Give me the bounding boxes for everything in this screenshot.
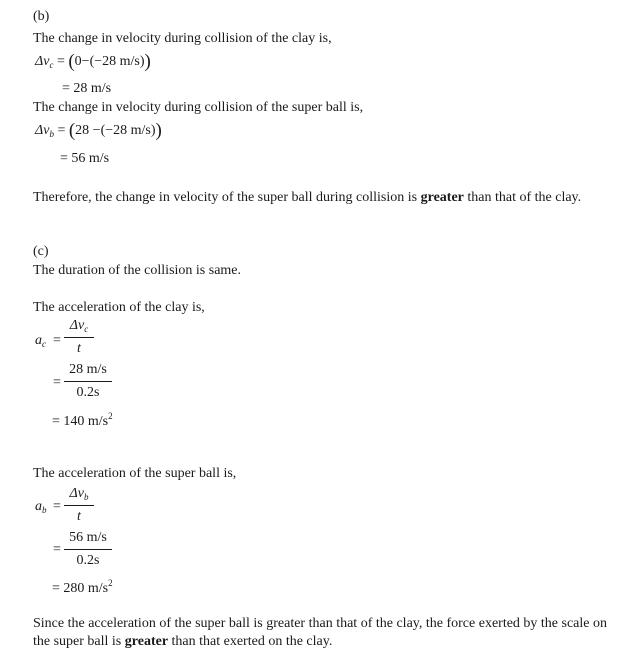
- equals-sign: =: [53, 375, 61, 390]
- part-b-label: (b): [33, 9, 50, 24]
- equals-sign: =: [53, 499, 61, 514]
- duration-statement: The duration of the collision is same.: [33, 263, 242, 278]
- subscript-c: c: [42, 339, 46, 349]
- equals-sign: =: [53, 333, 61, 348]
- conclusion-emphasis: greater: [420, 190, 464, 205]
- delta-v-symbol: Δv: [69, 318, 85, 333]
- conclusion-text: Since the acceleration of the super ball is greater than that of the clay, the force exerted by the scale on the super ball is: [33, 616, 607, 649]
- subscript-b: b: [49, 129, 54, 139]
- superscript: 2: [108, 578, 113, 588]
- force-conclusion: [33, 615, 608, 651]
- clay-velocity-expression: 0−(−28 m/s): [74, 54, 145, 69]
- result-value: = 280 m/s: [52, 581, 109, 596]
- fraction-numerator: 56 m/s: [69, 530, 107, 545]
- a-symbol: a: [35, 499, 42, 514]
- ball-acceleration-values: [64, 530, 112, 569]
- conclusion-text: Therefore, the change in velocity of the super ball during collision is: [33, 190, 418, 205]
- ball-acceleration-fraction: [64, 486, 94, 525]
- subscript-b: b: [83, 492, 89, 502]
- clay-acceleration-symbol: [35, 334, 46, 349]
- fraction-numerator: [64, 318, 94, 334]
- fraction-bar: [64, 505, 94, 506]
- subscript-c: c: [49, 60, 54, 70]
- fraction-bar: [64, 337, 94, 338]
- clay-velocity-intro: The change in velocity during collision of the clay is,: [33, 31, 332, 46]
- equals-sign: =: [56, 54, 69, 69]
- conclusion-text-end: than that exerted on the clay.: [171, 634, 333, 649]
- clay-acceleration-intro: The acceleration of the clay is,: [33, 300, 205, 315]
- ball-velocity-intro: The change in velocity during collision of the super ball is,: [33, 100, 364, 115]
- result-value: = 140 m/s: [52, 414, 109, 429]
- fraction-denominator: 0.2s: [76, 385, 100, 400]
- delta-v-symbol: Δv: [35, 54, 50, 69]
- delta-v-symbol: Δv: [35, 123, 50, 138]
- fraction-bar: [64, 381, 112, 382]
- fraction-numerator: [64, 486, 94, 502]
- clay-velocity-equation: [35, 50, 151, 70]
- paren-close: ): [155, 120, 162, 141]
- conclusion-emphasis: greater: [124, 634, 169, 649]
- equals-sign: =: [57, 123, 69, 138]
- conclusion-text-end: than that of the clay.: [467, 190, 582, 205]
- paren-open: (: [68, 120, 76, 141]
- part-c-label: (c): [33, 244, 49, 259]
- ball-velocity-equation: [35, 119, 162, 139]
- fraction-denominator: t: [77, 341, 81, 356]
- velocity-conclusion: [33, 189, 608, 207]
- delta-v-symbol: Δv: [69, 486, 84, 501]
- fraction-denominator: 0.2s: [76, 553, 100, 568]
- ball-acceleration-intro: The acceleration of the super ball is,: [33, 466, 237, 481]
- ball-velocity-expression: 28 −(−28 m/s): [75, 123, 156, 138]
- superscript: 2: [108, 411, 113, 421]
- ball-acceleration-symbol: [35, 500, 47, 515]
- fraction-numerator: 28 m/s: [69, 362, 107, 377]
- clay-acceleration-result: [52, 412, 113, 429]
- paren-close: ): [144, 51, 151, 72]
- subscript-b: b: [42, 505, 47, 515]
- clay-velocity-result: = 28 m/s: [62, 81, 112, 96]
- ball-velocity-result: = 56 m/s: [60, 151, 110, 166]
- ball-acceleration-result: [52, 579, 113, 596]
- clay-acceleration-values: [64, 362, 112, 401]
- clay-acceleration-fraction: [64, 318, 94, 357]
- paren-open: (: [68, 51, 75, 72]
- fraction-denominator: t: [77, 509, 81, 524]
- fraction-bar: [64, 549, 112, 550]
- equals-sign: =: [53, 542, 61, 557]
- a-symbol: a: [35, 333, 42, 348]
- subscript-c: c: [84, 324, 89, 334]
